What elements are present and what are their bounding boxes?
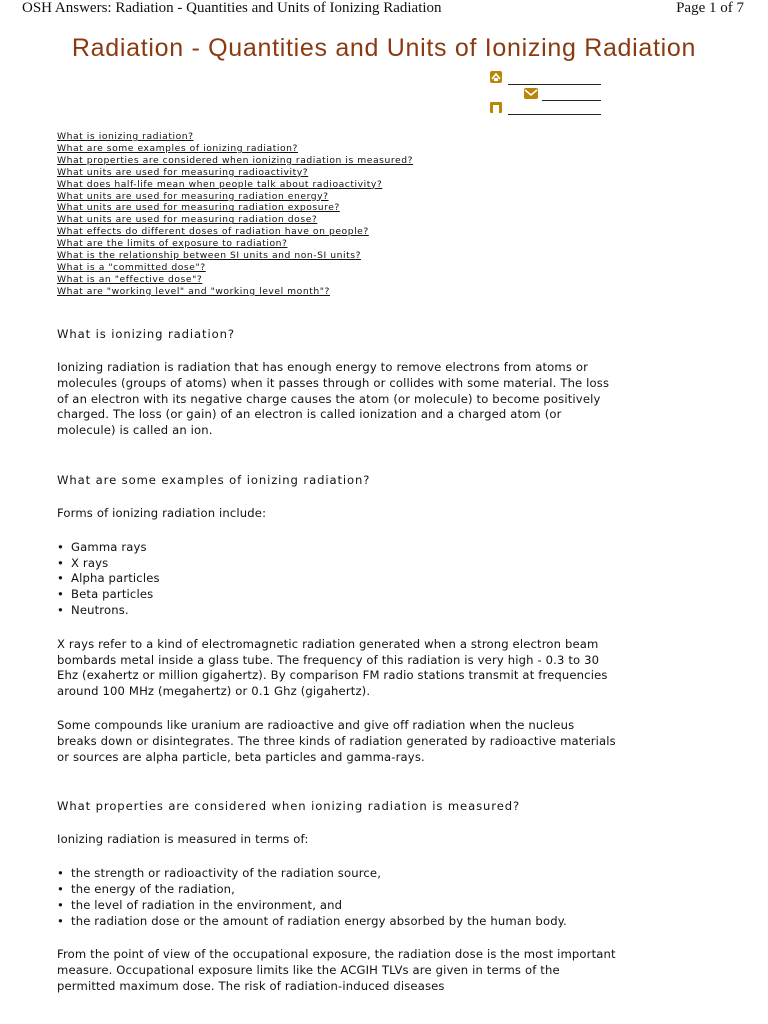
toc-link[interactable]: What are the limits of exposure to radiation? [57, 238, 288, 250]
paragraph: Forms of ionizing radiation include: [57, 505, 267, 520]
paragraph: X rays refer to a kind of electromagnetic radiation generated when a strong electron beam bombards metal inside a glass tube. The frequency of this radiation is very high - 0.3 to 30 Ehz (exahertz or million gigahertz). By comparison FM radio stations transmit at frequencies around 100 MHz (megahertz) or 0.1 Ghz (gigahertz). [57, 636, 608, 699]
page-title: Radiation - Quantities and Units of Ionizing Radiation [71, 34, 697, 62]
list-item: • X rays [71, 556, 617, 572]
article-body [57, 326, 617, 1013]
print-link[interactable] [488, 100, 602, 116]
page-header [0, 0, 768, 20]
paragraph: Some compounds like uranium are radioactive and give off radiation when the nucleus breaks down or disintegrates. The three kinds of radiation generated by radioactive materials or sources are alpha particle, beta particles and gamma-rays. [57, 717, 616, 764]
section-heading-properties: What properties are considered when ionizing radiation is measured? [57, 799, 521, 814]
list-item: • the strength or radioactivity of the radiation source, [71, 866, 617, 882]
toc-link[interactable]: What units are used for measuring radiation exposure? [57, 202, 340, 214]
paragraph: Ionizing radiation is measured in terms of: [57, 832, 309, 847]
toc-link[interactable]: What units are used for measuring radiation dose? [57, 214, 318, 226]
home-link[interactable] [488, 70, 602, 86]
print-link-line [508, 114, 601, 115]
section-heading-ionizing-radiation: What is ionizing radiation? [57, 327, 235, 341]
toc-link[interactable]: What is an "effective dose"? [57, 273, 203, 285]
toc-link[interactable]: What units are used for measuring radioactivity? [57, 166, 309, 178]
list-item: • the energy of the radiation, [71, 882, 617, 898]
list-item: • Gamma rays [71, 540, 617, 556]
paragraph: Ionizing radiation is radiation that has enough energy to remove electrons from atoms or molecules (groups of atoms) when it passes through or collides with some material. The loss of an electron with its negative charge causes the atom (or molecule) to become positively charged. The loss (or gain) of an electron is called ionization and a charged atom (or molecule) is called an ion. [57, 360, 610, 438]
page-tools [488, 70, 608, 120]
page-number: Page 1 of 7 [676, 0, 744, 16]
home-icon[interactable] [489, 70, 503, 86]
toc-link[interactable]: What are some examples of ionizing radiation? [57, 142, 298, 154]
toc-link[interactable]: What units are used for measuring radiation energy? [57, 190, 329, 202]
toc-link[interactable]: What is a "committed dose"? [57, 261, 206, 273]
section-heading-examples: What are some examples of ionizing radiation? [57, 472, 371, 487]
toc-link[interactable]: What effects do different doses of radiation have on people? [57, 226, 369, 238]
toc-link[interactable]: What are "working level" and "working level month"? [57, 285, 330, 297]
radiation-forms-list [57, 540, 617, 619]
list-item: • the level of radiation in the environment, and [71, 898, 617, 914]
table-of-contents [57, 131, 577, 298]
list-item: • Neutrons. [71, 603, 617, 619]
section-gap [57, 783, 617, 798]
list-item: • Beta particles [71, 587, 617, 603]
toc-link[interactable]: What properties are considered when ionizing radiation is measured? [57, 154, 414, 166]
toc-link[interactable]: What does half-life mean when people talk about radioactivity? [57, 178, 383, 190]
home-link-line [508, 84, 601, 85]
section-gap [57, 457, 617, 472]
toc-link[interactable]: What is ionizing radiation? [57, 131, 194, 142]
toc-link[interactable]: What is the relationship between SI units and non-SI units? [57, 250, 362, 262]
print-icon[interactable] [489, 100, 503, 116]
list-item: • the radiation dose or the amount of radiation energy absorbed by the human body. [71, 914, 617, 930]
document-title: OSH Answers: Radiation - Quantities and Units of Ionizing Radiation [22, 0, 442, 16]
paragraph: From the point of view of the occupational exposure, the radiation dose is the most important measure. Occupational exposure limits like the ACGIH TLVs are given in terms of the permitted maximum dose. The risk of radiation-induced diseases [57, 947, 616, 993]
list-item: • Alpha particles [71, 571, 617, 587]
measurement-terms-list [57, 866, 617, 929]
